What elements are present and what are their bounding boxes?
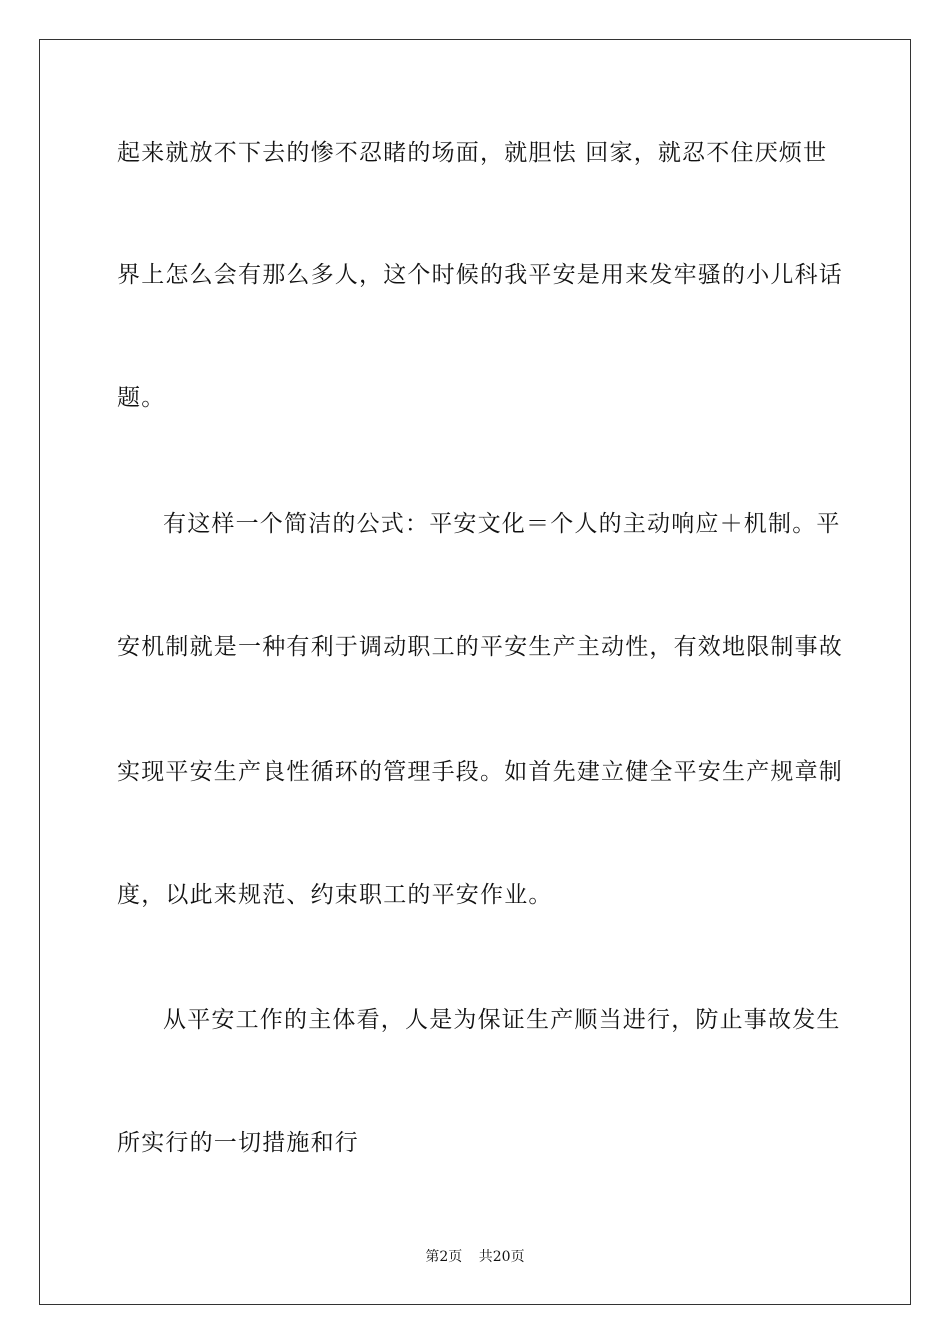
- body-line-7: 度，以此来规范、约束职工的平安作业。: [117, 882, 553, 908]
- body-line-3: 题。: [117, 385, 166, 411]
- page-number: 第2页: [425, 1249, 463, 1265]
- page-footer: [0, 1248, 950, 1266]
- body-line-2: 界上怎么会有那么多人，这个时候的我平安是用来发牢骚的小儿科话: [117, 262, 843, 288]
- body-line-6: 实现平安生产良性循环的管理手段。如首先建立健全平安生产规章制: [117, 759, 843, 785]
- body-line-1: 起来就放不下去的惨不忍睹的场面，就胆怯 回家，就忍不住厌烦世: [117, 140, 828, 166]
- body-line-8: 从平安工作的主体看，人是为保证生产顺当进行，防止事故发生: [163, 1007, 841, 1033]
- body-line-9: 所实行的一切措施和行: [117, 1130, 359, 1156]
- page-border: [39, 39, 911, 1305]
- page-total: 共20页: [478, 1249, 525, 1265]
- body-line-5: 安机制就是一种有利于调动职工的平安生产主动性，有效地限制事故: [117, 634, 843, 660]
- body-line-4: 有这样一个简洁的公式：平安文化＝个人的主动响应＋机制。平: [163, 511, 841, 537]
